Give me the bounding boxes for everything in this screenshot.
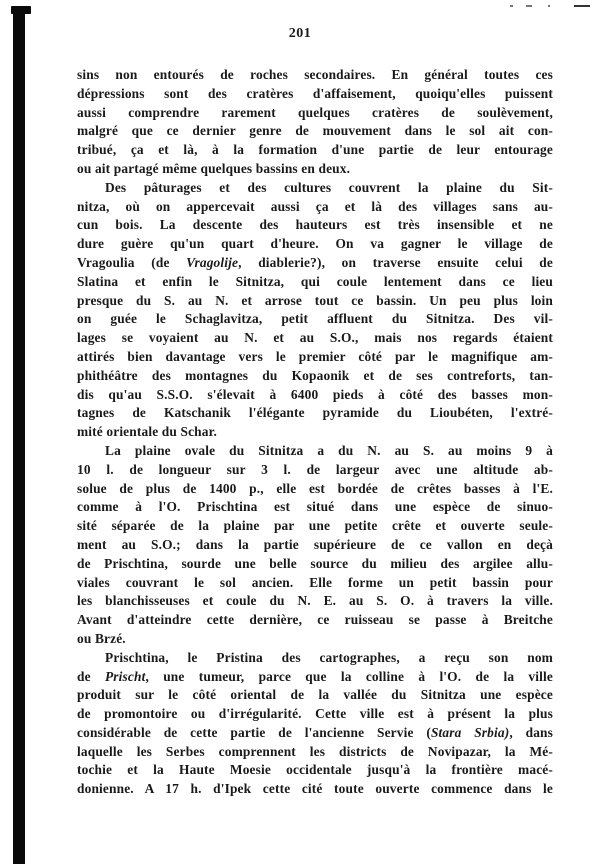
page-binding-edge — [13, 6, 25, 864]
text-line: tribué, ça et là, à la formation d'une partie de leur entourage — [77, 142, 553, 158]
text-line: ment au S.O.; dans la partie supérieure de ce vallon en deçà — [77, 536, 553, 552]
text-line: lages se voyaient au N. et au S.O., mais nos regards étaient — [77, 330, 553, 346]
text-line: comme à l'O. Prischtina est situé dans une espèce de sinuo- — [77, 499, 553, 515]
text-line: mité orientale du Schar. — [77, 424, 217, 440]
body-text — [77, 66, 553, 799]
text-line: tagnes de Katschanik l'élégante pyramide du Lioubéten, l'extré- — [77, 405, 553, 421]
text-line: ou Brzé. — [77, 630, 126, 646]
text-line — [77, 668, 553, 687]
text-line: les blanchisseuses et coule du N. E. au S. O. à travers la ville. — [77, 593, 553, 609]
text-line: attirés bien davantage vers le premier côté par le magnifique am- — [77, 348, 553, 364]
text-line: Avant d'atteindre cette dernière, ce ruisseau se passe à Breitche — [77, 612, 553, 628]
text-line: de promontoire ou d'irrégularité. Cette ville est à présent la plus — [77, 706, 553, 722]
text-line: 10 l. de longueur sur 3 l. de largeur avec une altitude ab- — [77, 461, 553, 477]
text-line: on guée le Schaglavitza, petit affluent du Sitnitza. Des vil- — [77, 311, 553, 327]
text-line: dure guère qu'un quart d'heure. On va gagner le village de — [77, 236, 553, 252]
scan-artifact-marks — [470, 5, 590, 9]
text-line: de Prischtina, sourde une belle source du milieu des argilee allu- — [77, 555, 553, 571]
text-line: solue de plus de 1400 p., elle est bordée de crêtes basses à l'E. — [77, 480, 553, 496]
text-line: viales couvrant le sol ancien. Elle forme un petit bassin pour — [77, 574, 553, 590]
text-line: dis qu'au S.S.O. s'élevait à 6400 pieds à côté des basses mon- — [77, 386, 553, 402]
text-line: cun bois. La descente des hauteurs est très insensible et ne — [77, 217, 553, 233]
text-line: Prischtina, le Pristina des cartographes, a reçu son nom — [105, 649, 553, 665]
text-line: presque du S. au N. et arrose tout ce bassin. Un peu plus loin — [77, 292, 553, 308]
text-line: Slatina et enfin le Sitnitza, qui coule lentement dans ce lieu — [77, 273, 553, 289]
text-line: nitza, où on appercevait aussi ça et là des villages sans au- — [77, 198, 553, 214]
text-line — [77, 254, 553, 273]
page-number: 201 — [288, 26, 312, 41]
text-line: phithéâtre des montagnes du Kopaonik et de ses contreforts, tan- — [77, 367, 553, 383]
italic-term: Vragolije — [186, 254, 239, 270]
text-line: sins non entourés de roches secondaires. En général toutes ces — [77, 67, 553, 82]
text-line — [77, 724, 553, 743]
text-segment: , diablerie?), on traverse ensuite celui de — [238, 254, 553, 270]
text-line: tochie et la Haute Moesie occidentale jusqu'à la frontière macé- — [77, 762, 553, 778]
text-line: ou ait partagé même quelques bassins en deux. — [77, 160, 351, 176]
text-line: laquelle les Serbes comprennent les districts de Novipazar, la Mé- — [77, 743, 553, 759]
text-line: donienne. A 17 h. d'Ipek cette cité toute ouverte commence dans le — [77, 781, 553, 797]
text-line: Des pâturages et des cultures couvrent la plaine du Sit- — [105, 179, 553, 195]
text-line: produit sur le côté oriental de la vallée du Sitnitza une espèce — [77, 687, 553, 703]
text-line: malgré que ce dernier genre de mouvement dans le sol ait con- — [77, 123, 553, 139]
text-segment: Vragoulia (de — [77, 254, 187, 270]
text-line: dépressions sont des cratères d'affaisement, quoiqu'elles puissent — [77, 85, 553, 101]
italic-term: Prischt — [104, 668, 146, 684]
text-segment: considérable de cette partie de l'ancienne Servie ( — [77, 724, 431, 740]
text-segment: de — [77, 668, 105, 684]
text-line: La plaine ovale du Sitnitza a du N. au S. au moins 9 à — [105, 442, 553, 458]
text-segment: , dans — [509, 724, 553, 740]
text-line: aussi comprendre rarement quelques cratères de soulèvement, — [77, 104, 553, 120]
text-line: sité séparée de la plaine par une petite crête et ouverte seule- — [77, 518, 553, 534]
italic-term: Stara Srbia) — [430, 724, 510, 740]
text-segment: , une tumeur, parce que la colline à l'O. de la ville — [145, 668, 553, 684]
